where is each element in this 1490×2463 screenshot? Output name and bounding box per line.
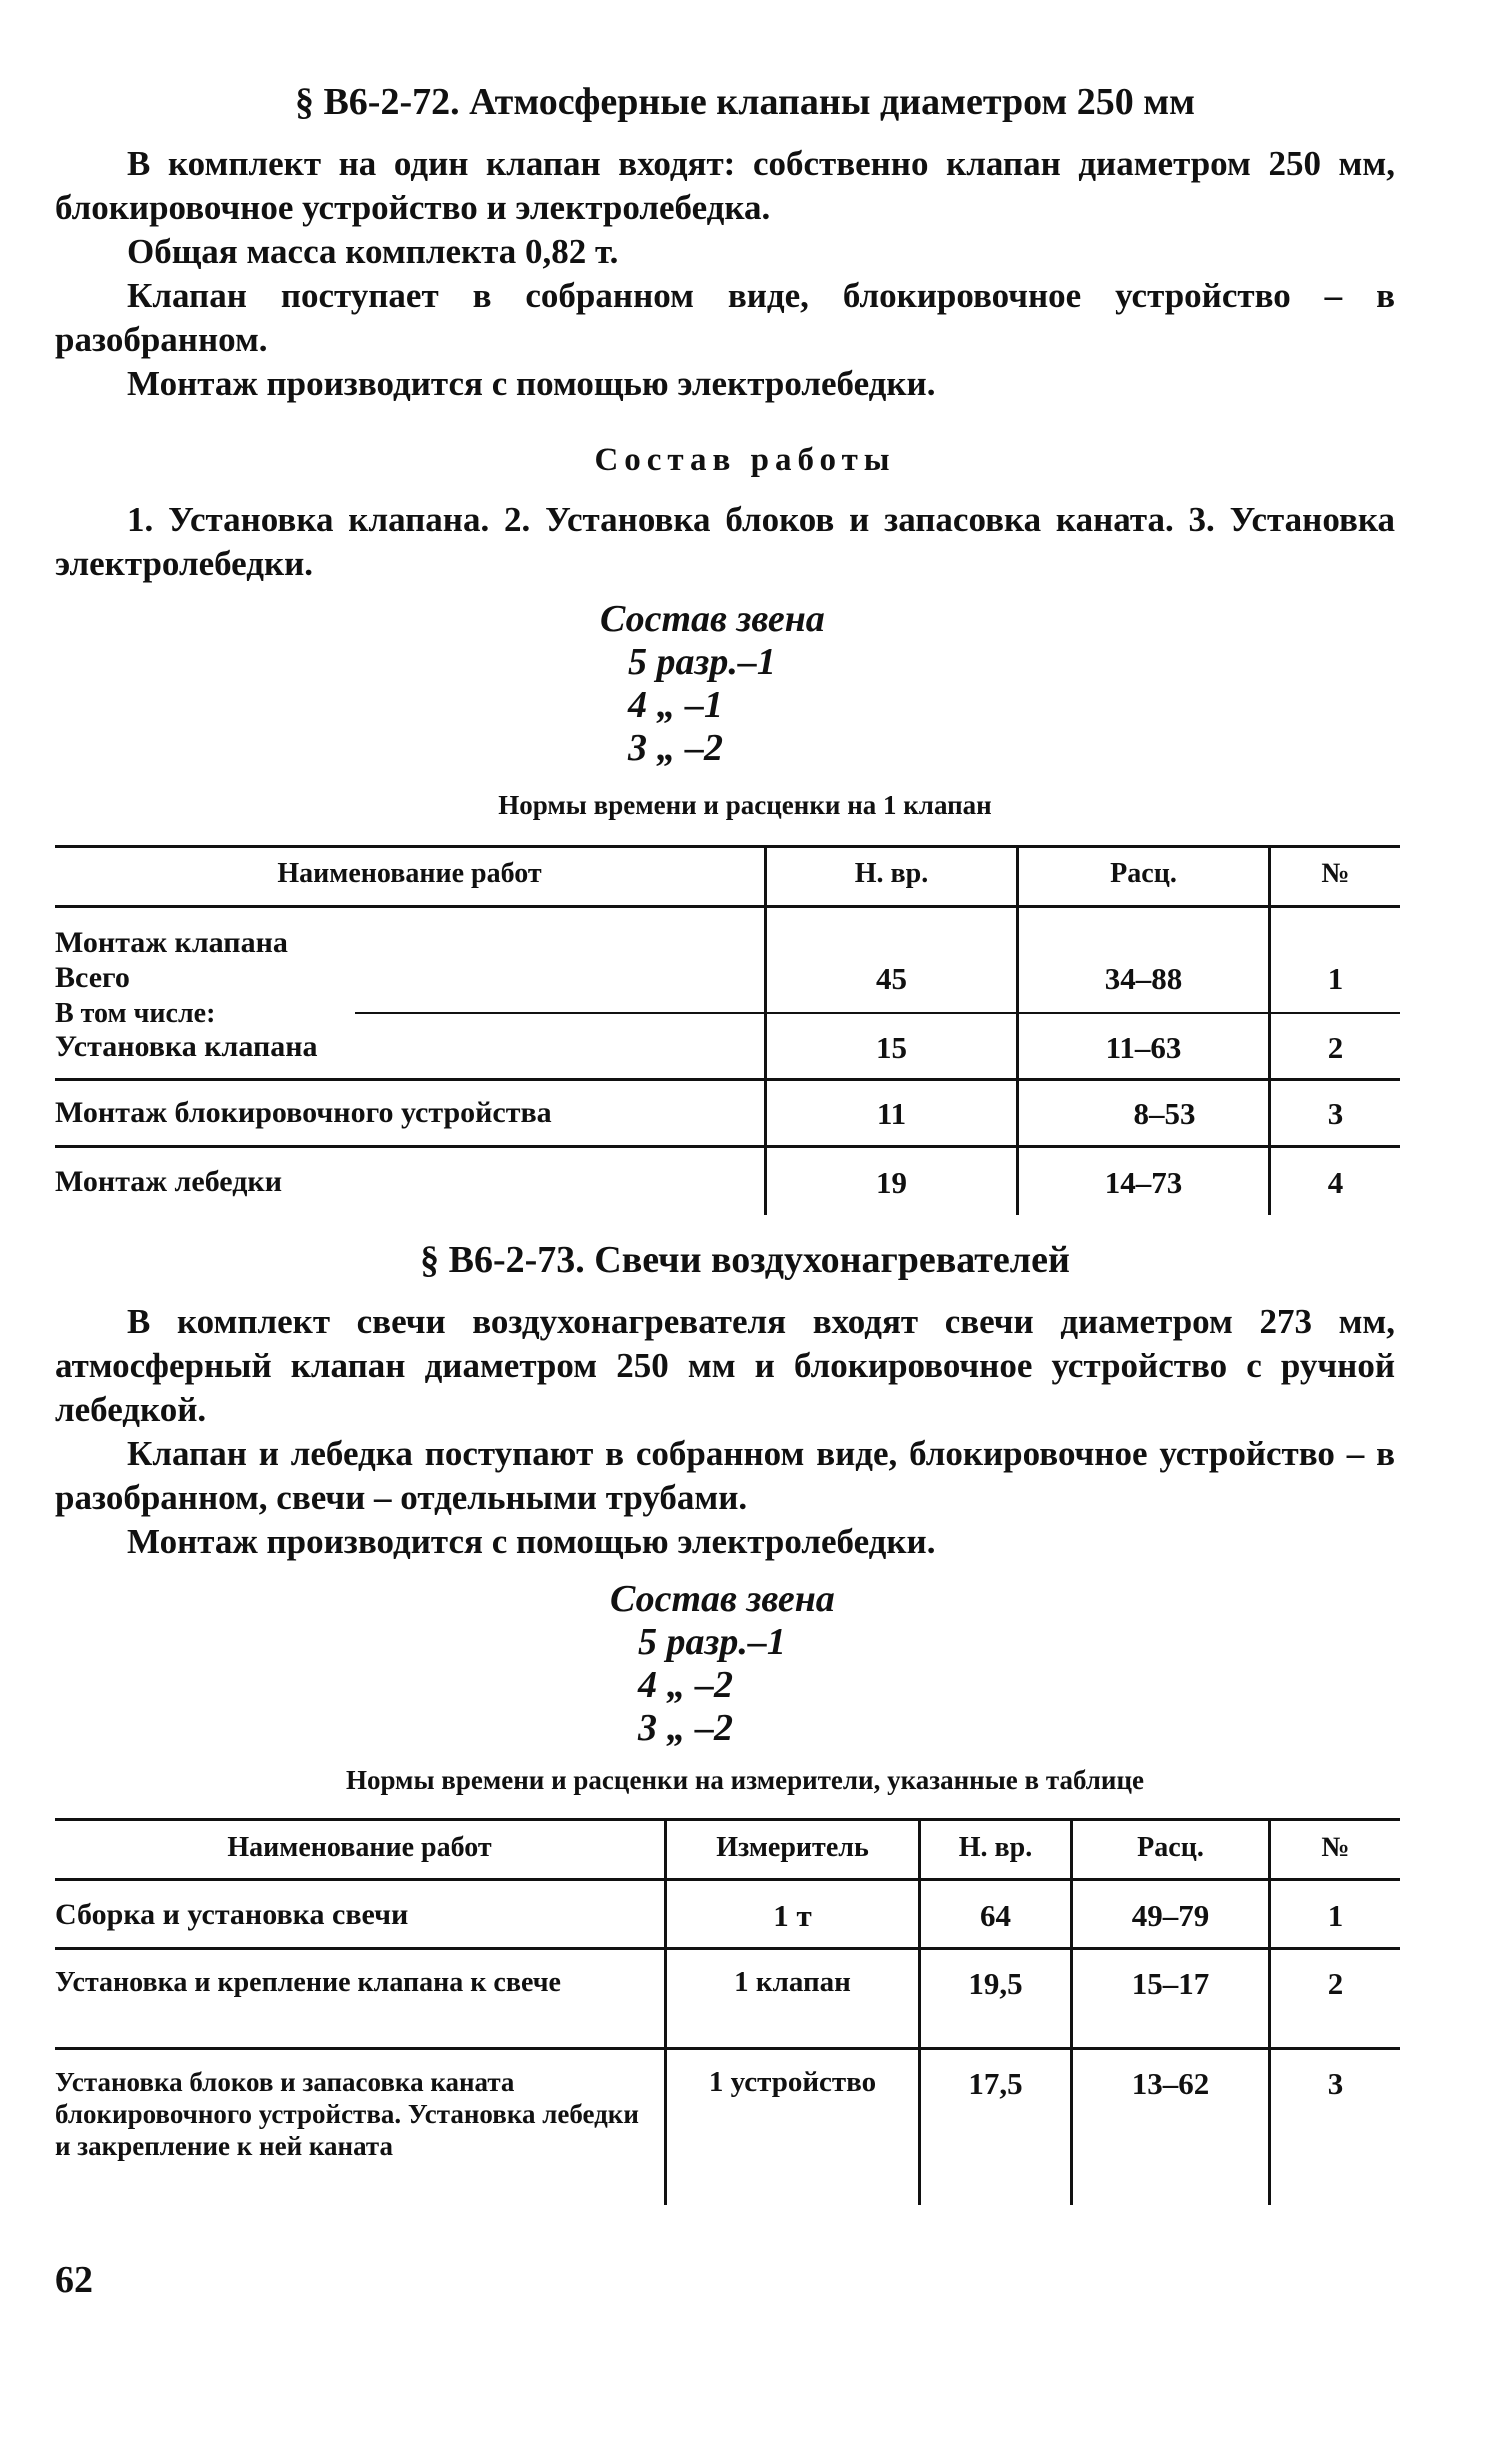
crew-block-2 — [610, 1578, 870, 1750]
table1-cell-time: 15 — [876, 1030, 907, 1065]
table1-cell-name: Монтаж лебедки — [55, 1165, 282, 1198]
table2-header-unit: Измеритель — [716, 1832, 869, 1863]
table1-cell-number: 3 — [1327, 1096, 1344, 1131]
table2-header-number: № — [1321, 1832, 1350, 1863]
crew-line: 3 „ –2 — [638, 1707, 733, 1749]
table2-cell-time: 19,5 — [968, 1966, 1023, 2001]
table2-cell-price: 49–79 — [1131, 1898, 1210, 1933]
table1-cell-price: 14–73 — [1104, 1165, 1183, 1200]
table1-header-price: Расц. — [1110, 858, 1177, 889]
table2-cell-number: 2 — [1327, 1966, 1344, 2001]
table1-header-number: № — [1321, 858, 1350, 889]
section1-paragraph-3: Клапан поступает в собранном виде, блокировочное устройство – в разобранном. — [55, 276, 1395, 359]
table1-cell-name: Монтаж блокировочного устройства — [55, 1096, 552, 1129]
table1-group-line: Монтаж клапана — [55, 926, 288, 959]
table2-header-time: Н. вр. — [958, 1832, 1033, 1863]
table1-group-line: В том числе: — [55, 998, 216, 1029]
table2-cell-time: 17,5 — [968, 2066, 1023, 2101]
crew-title: Состав звена — [600, 598, 825, 640]
table1-cell-number: 1 — [1327, 961, 1344, 996]
crew-title: Состав звена — [610, 1578, 835, 1620]
crew-line: 3 „ –2 — [628, 727, 723, 769]
table1-cell-number: 2 — [1327, 1030, 1344, 1065]
section2-paragraph-2: Клапан и лебедка поступают в собранном виде, блокировочное устройство – в разобранном, свечи – отдельными трубами. — [55, 1434, 1395, 1517]
table1-header-time: Н. вр. — [854, 858, 929, 889]
table1-header-name: Наименование работ — [277, 858, 542, 889]
table2-cell-price: 13–62 — [1131, 2066, 1210, 2101]
table2-header-name: Наименование работ — [227, 1832, 492, 1863]
table2-cell-number: 3 — [1327, 2066, 1344, 2101]
table2-cell-name: Сборка и установка свечи — [55, 1898, 409, 1931]
crew-line: 4 „ –1 — [628, 684, 723, 726]
table2-cell-price: 15–17 — [1131, 1966, 1210, 2001]
crew-line: 4 „ –2 — [638, 1664, 733, 1706]
crew-block-1 — [600, 598, 860, 770]
page-number: 62 — [55, 2259, 93, 2301]
table1-cell-time: 45 — [876, 961, 907, 996]
section1-title: § В6-2-72. Атмосферные клапаны диаметром 250 мм — [294, 81, 1196, 123]
table1-cell-time: 11 — [876, 1096, 907, 1131]
table2-cell-unit: 1 т — [773, 1898, 812, 1933]
crew-line: 5 разр.–1 — [628, 641, 776, 683]
table1-cell-name: Установка клапана — [55, 1030, 318, 1063]
table1-caption: Нормы времени и расценки на 1 клапан — [498, 790, 992, 820]
section2-title: § В6-2-73. Свечи воздухонагревателей — [420, 1239, 1070, 1281]
table1-cell-price: 8–53 — [1133, 1096, 1196, 1131]
section1-paragraph-2: Общая масса комплекта 0,82 т. — [127, 232, 619, 271]
section1-paragraph-1: В комплект на один клапан входят: собственно клапан диаметром 250 мм, блокировочное устройство и электролебедка. — [55, 144, 1395, 227]
table1-cell-price: 11–63 — [1105, 1030, 1182, 1065]
section2-paragraph-1: В комплект свечи воздухонагревателя входят свечи диаметром 273 мм, атмосферный клапан диаметром 250 мм и блокировочное устройство с ручной лебедкой. — [55, 1302, 1395, 1429]
table2-cell-time: 64 — [980, 1898, 1011, 1933]
table2-cell-number: 1 — [1327, 1898, 1344, 1933]
table2-caption: Нормы времени и расценки на измерители, указанные в таблице — [345, 1765, 1145, 1795]
table1-cell-number: 4 — [1327, 1165, 1344, 1200]
table1-group-line: Всего — [55, 961, 130, 994]
work-composition-text: 1. Установка клапана. 2. Установка блоков и запасовка каната. 3. Установка электролебедки. — [55, 500, 1395, 583]
table2-cell-name: Установка блоков и запасовка каната блокировочного устройства. Установка лебедки и закрепление к ней каната — [55, 2067, 639, 2161]
table2-cell-name: Установка и крепление клапана к свече — [55, 1967, 561, 1998]
table2-header-price: Расц. — [1137, 1832, 1204, 1863]
section2-paragraph-3: Монтаж производится с помощью электролебедки. — [127, 1522, 936, 1561]
section1-paragraph-4: Монтаж производится с помощью электролебедки. — [127, 364, 936, 403]
work-composition-title: Состав работы — [594, 442, 896, 478]
table2-cell-unit: 1 устройство — [708, 2066, 877, 2098]
table1-cell-price: 34–88 — [1104, 961, 1183, 996]
table1-cell-time: 19 — [876, 1165, 907, 1200]
table2-cell-unit: 1 клапан — [734, 1966, 851, 1998]
crew-line: 5 разр.–1 — [638, 1621, 786, 1663]
